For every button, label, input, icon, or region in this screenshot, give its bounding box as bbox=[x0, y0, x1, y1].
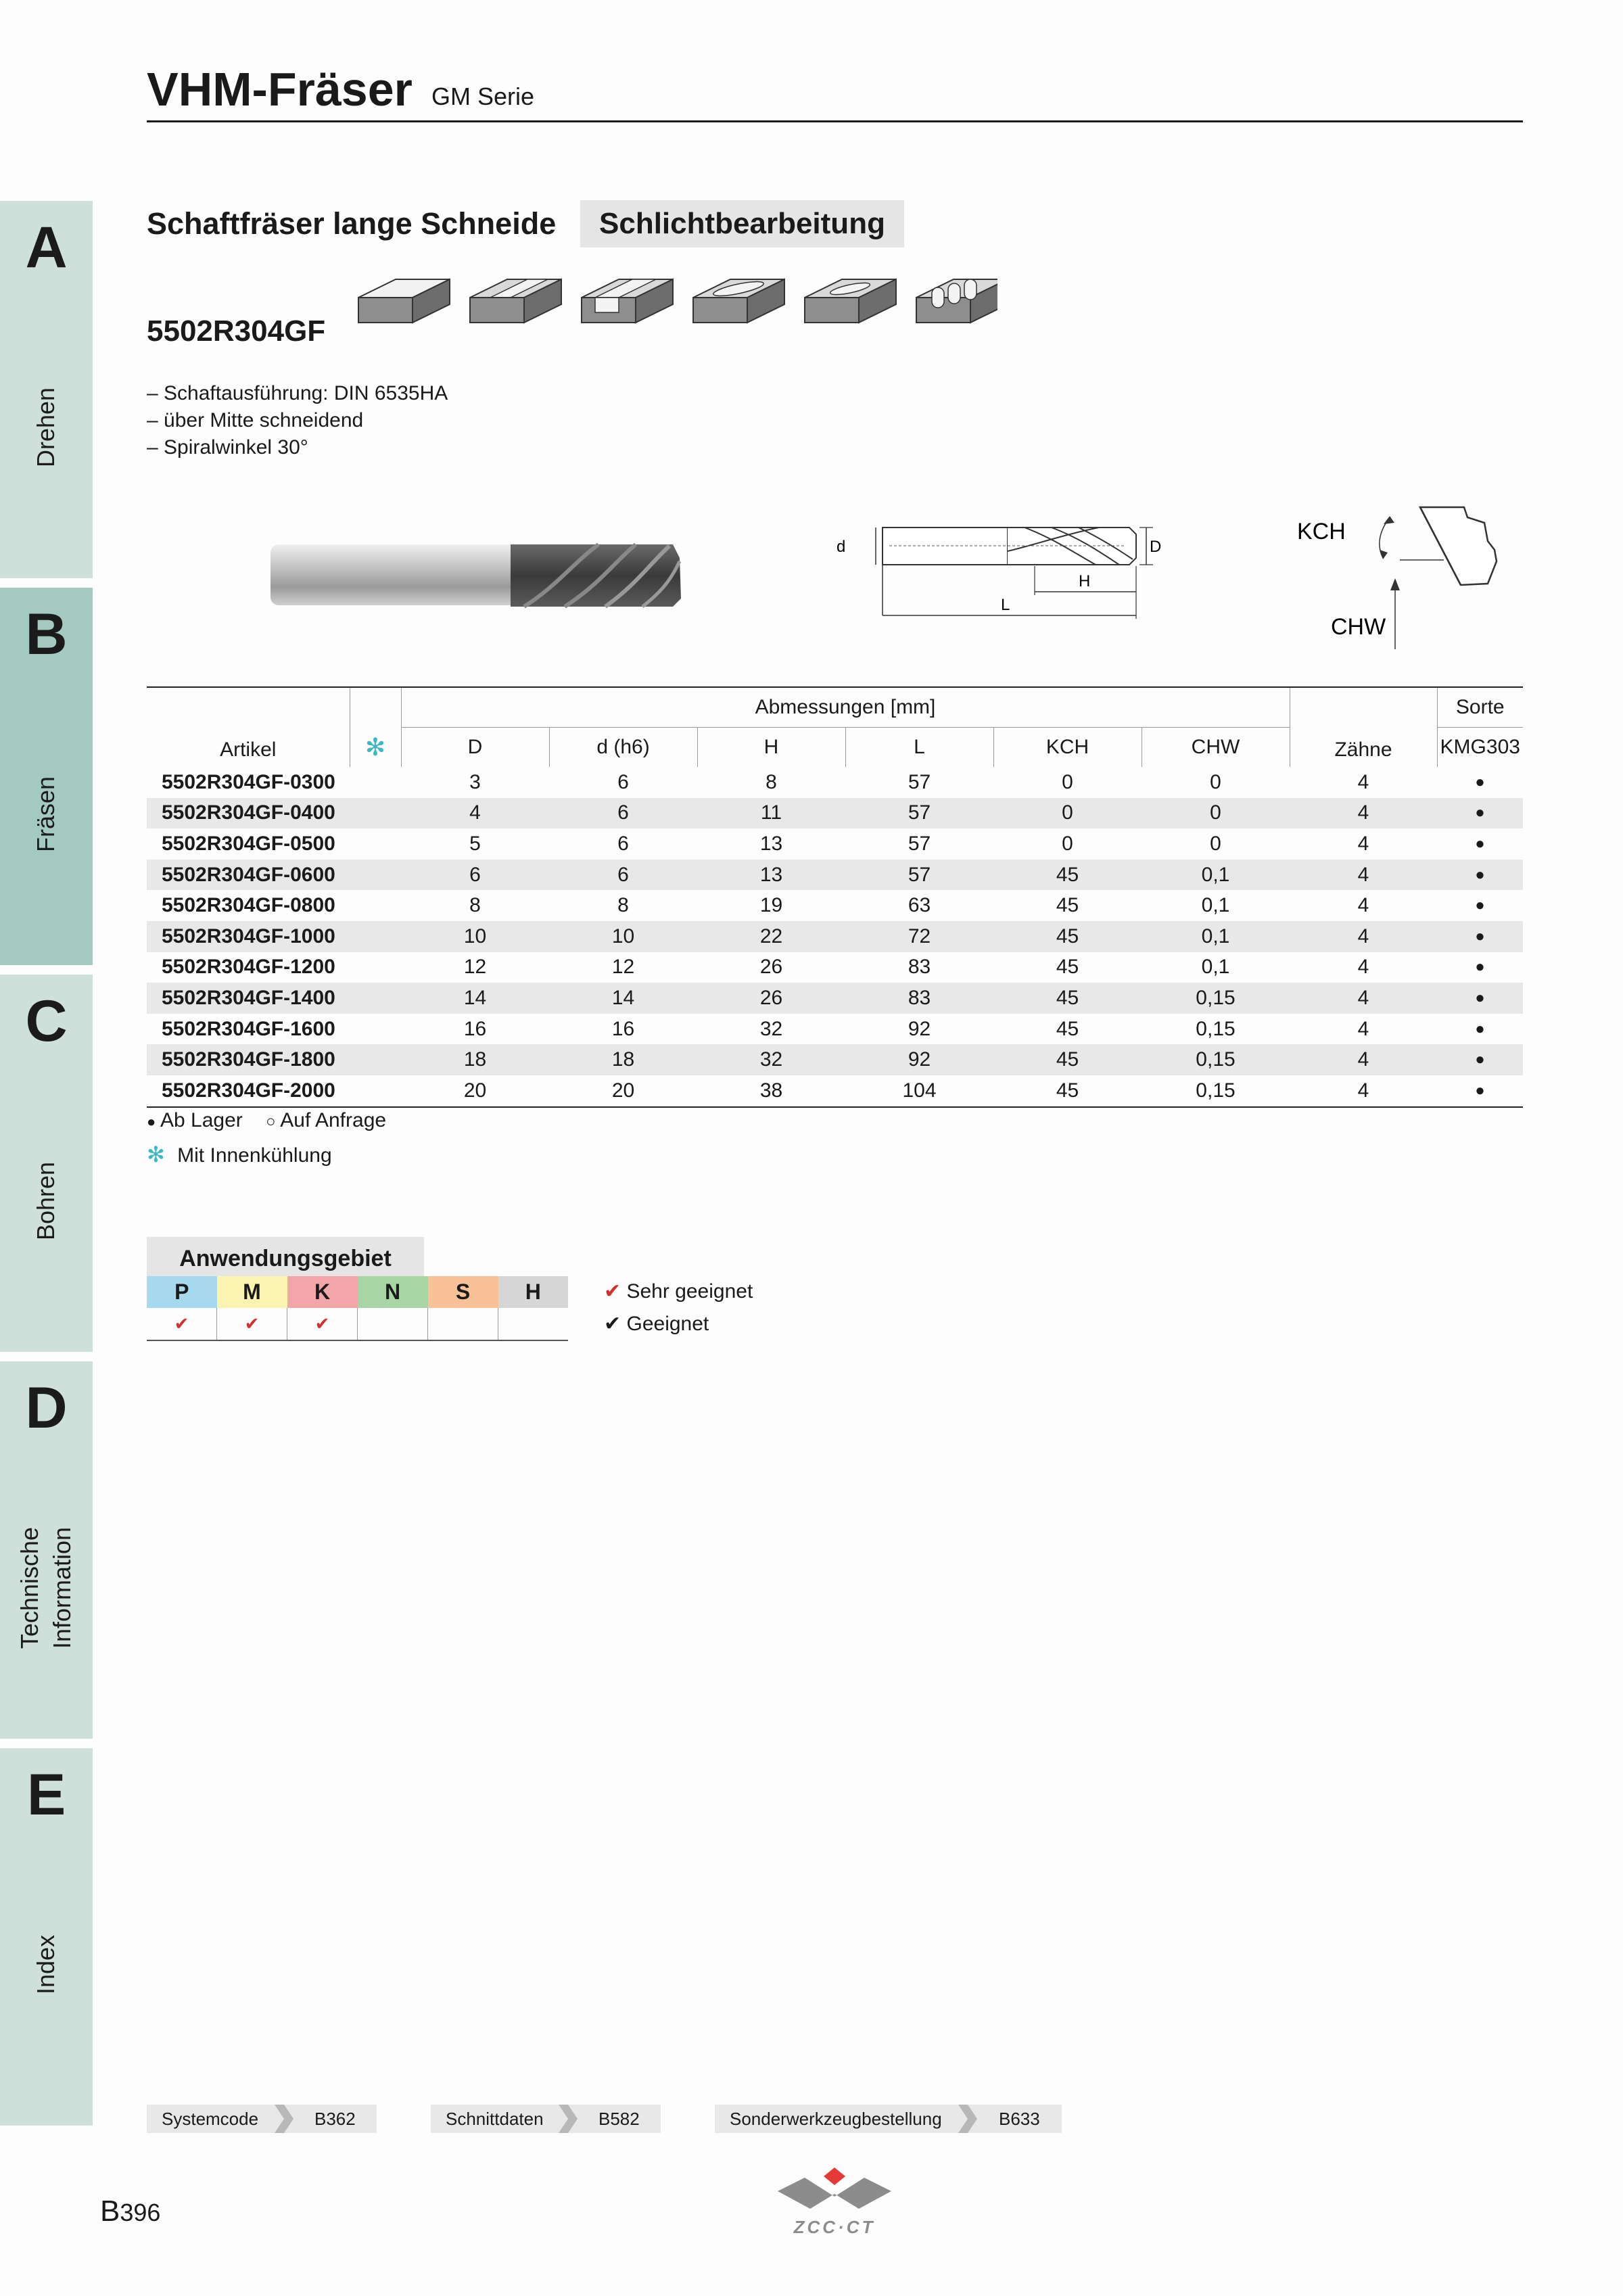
stock-cell: ● bbox=[1437, 1075, 1523, 1107]
chevron-right-icon bbox=[272, 2105, 296, 2133]
material-m: M bbox=[217, 1276, 287, 1308]
d-cell: 6 bbox=[549, 798, 697, 829]
stock-cell: ● bbox=[1437, 921, 1523, 952]
D-cell: 5 bbox=[469, 832, 481, 855]
L-cell: 72 bbox=[845, 921, 993, 952]
coolant-cell bbox=[350, 1044, 401, 1075]
H-cell: 13 bbox=[697, 860, 845, 891]
side-tab-e[interactable] bbox=[0, 1748, 93, 2126]
application-legend-suitable bbox=[604, 1312, 709, 1336]
coolant-icon: ✻ bbox=[350, 687, 401, 767]
d-cell: 10 bbox=[549, 921, 697, 952]
col-header-teeth: Zähne bbox=[1290, 687, 1437, 767]
slot-milling-icon bbox=[582, 279, 673, 323]
CHW-cell: 0,1 bbox=[1142, 921, 1290, 952]
suitability-mark bbox=[358, 1308, 428, 1340]
teeth-cell: 4 bbox=[1357, 832, 1369, 855]
chevron-right-icon bbox=[556, 2105, 580, 2133]
material-p: P bbox=[147, 1276, 217, 1308]
coolant-legend bbox=[147, 1142, 332, 1167]
teeth-cell: 4 bbox=[1290, 983, 1437, 1014]
suitability-mark bbox=[428, 1308, 498, 1340]
col-header-H: H bbox=[697, 728, 845, 768]
table-row bbox=[147, 1075, 1523, 1107]
ref-page: B633 bbox=[999, 2109, 1040, 2129]
stock-cell: ● bbox=[1437, 860, 1523, 891]
KCH-cell: 45 bbox=[993, 921, 1142, 952]
teeth-cell: 4 bbox=[1290, 1075, 1437, 1107]
CHW-cell: 0,1 bbox=[1201, 956, 1230, 979]
side-tab-letter: B bbox=[25, 602, 68, 667]
CHW-cell: 0 bbox=[1210, 770, 1221, 793]
coolant-cell bbox=[350, 921, 401, 952]
col-header-dimensions: Abmessungen [mm] bbox=[401, 687, 1290, 728]
application-icons bbox=[355, 267, 997, 348]
H-cell: 32 bbox=[697, 1044, 845, 1075]
col-header-grade-group: Sorte bbox=[1437, 687, 1523, 728]
article-cell: 5502R304GF-1000 bbox=[147, 921, 350, 952]
col-header-d-h6: d (h6) bbox=[549, 728, 697, 768]
table-row bbox=[147, 983, 1523, 1014]
coolant-cell bbox=[350, 1014, 401, 1045]
application-table bbox=[147, 1276, 568, 1341]
very-suitable-label: Sehr geeignet bbox=[626, 1280, 753, 1303]
side-tab-label-line1: Technische bbox=[16, 1526, 43, 1649]
ref-label: Sonderwerkzeugbestellung bbox=[730, 2109, 942, 2129]
section-title: Schaftfräser lange Schneide bbox=[147, 206, 557, 241]
stock-cell: ● bbox=[1475, 896, 1485, 915]
article-cell: 5502R304GF-0800 bbox=[162, 894, 335, 917]
H-cell: 26 bbox=[697, 983, 845, 1014]
col-header-CHW: CHW bbox=[1142, 728, 1290, 768]
chevron-right-icon bbox=[956, 2105, 980, 2133]
D-cell: 12 bbox=[463, 956, 487, 979]
header-rule bbox=[147, 120, 1523, 122]
ref-sonderwerkzeug[interactable] bbox=[715, 2105, 1062, 2133]
material-s: S bbox=[428, 1276, 498, 1308]
article-cell: 5502R304GF-0300 bbox=[162, 770, 335, 793]
KCH-cell: 45 bbox=[993, 860, 1142, 891]
D-cell: 20 bbox=[401, 1075, 549, 1107]
col-header-L: L bbox=[845, 728, 993, 768]
check-red-icon: ✔ bbox=[604, 1280, 621, 1303]
H-cell: 19 bbox=[759, 894, 783, 917]
D-cell: 3 bbox=[469, 770, 481, 793]
H-cell: 38 bbox=[697, 1075, 845, 1107]
ref-page: B582 bbox=[598, 2109, 640, 2129]
side-tab-label: Fräsen bbox=[32, 776, 60, 853]
feature-item: – Spiralwinkel 30° bbox=[147, 436, 308, 459]
coolant-cell bbox=[350, 828, 401, 860]
page-section-letter: B bbox=[100, 2195, 120, 2228]
side-tab-a[interactable] bbox=[0, 201, 93, 578]
CHW-cell: 0,15 bbox=[1142, 1075, 1290, 1107]
KCH-cell: 45 bbox=[993, 983, 1142, 1014]
coolant-cell bbox=[350, 798, 401, 829]
stock-legend bbox=[147, 1109, 386, 1132]
suitability-mark: ✔ bbox=[147, 1308, 217, 1340]
ref-schnittdaten[interactable] bbox=[431, 2105, 661, 2133]
CHW-cell: 0,15 bbox=[1196, 1017, 1236, 1040]
chamfer-detail-drawing bbox=[1285, 490, 1515, 656]
side-tab-b[interactable] bbox=[0, 588, 93, 965]
stock-label: Ab Lager bbox=[160, 1109, 243, 1131]
drawing-label-D: D bbox=[1150, 538, 1162, 556]
L-cell: 63 bbox=[908, 894, 931, 917]
KCH-cell: 0 bbox=[1062, 770, 1073, 793]
KCH-cell: 45 bbox=[1056, 1017, 1079, 1040]
L-cell: 57 bbox=[908, 832, 931, 855]
stock-cell: ● bbox=[1475, 834, 1485, 853]
side-tab-letter: D bbox=[25, 1376, 68, 1440]
face-milling-icon bbox=[358, 279, 450, 323]
pocket-milling-icon bbox=[693, 279, 784, 323]
teeth-cell: 4 bbox=[1357, 894, 1369, 917]
L-cell: 83 bbox=[845, 983, 993, 1014]
ref-systemcode[interactable] bbox=[147, 2105, 377, 2133]
page-number-value: 396 bbox=[120, 2199, 161, 2226]
L-cell: 57 bbox=[908, 770, 931, 793]
teeth-cell: 4 bbox=[1357, 770, 1369, 793]
H-cell: 8 bbox=[766, 770, 777, 793]
stock-cell: ● bbox=[1437, 1044, 1523, 1075]
shoulder-milling-icon bbox=[470, 279, 561, 323]
L-cell: 57 bbox=[845, 798, 993, 829]
ref-page: B362 bbox=[314, 2109, 356, 2129]
CHW-cell: 0,1 bbox=[1142, 860, 1290, 891]
suitability-mark: ✔ bbox=[287, 1308, 358, 1340]
drawing-label-d: d bbox=[837, 538, 846, 556]
article-cell: 5502R304GF-1600 bbox=[162, 1017, 335, 1040]
L-cell: 92 bbox=[845, 1044, 993, 1075]
KCH-cell: 0 bbox=[993, 798, 1142, 829]
article-cell: 5502R304GF-2000 bbox=[147, 1075, 350, 1107]
col-header-D: D bbox=[401, 728, 549, 768]
feature-item: – über Mitte schneidend bbox=[147, 409, 364, 431]
D-cell: 14 bbox=[401, 983, 549, 1014]
KCH-cell: 0 bbox=[1062, 832, 1073, 855]
col-header-grade: KMG303 bbox=[1437, 728, 1523, 768]
table-row bbox=[147, 860, 1523, 891]
side-tab-label-line2: Information bbox=[48, 1526, 76, 1649]
L-cell: 104 bbox=[845, 1075, 993, 1107]
col-header-article: Artikel bbox=[147, 687, 350, 767]
d-cell: 20 bbox=[549, 1075, 697, 1107]
suitability-mark: ✔ bbox=[217, 1308, 287, 1340]
suitability-mark bbox=[498, 1308, 569, 1340]
D-cell: 6 bbox=[401, 860, 549, 891]
D-cell: 18 bbox=[401, 1044, 549, 1075]
d-cell: 6 bbox=[617, 770, 629, 793]
stock-cell: ● bbox=[1437, 983, 1523, 1014]
article-cell: 5502R304GF-0600 bbox=[147, 860, 350, 891]
table-row bbox=[147, 798, 1523, 829]
L-cell: 83 bbox=[908, 956, 931, 979]
product-code: 5502R304GF bbox=[147, 314, 326, 348]
article-cell: 5502R304GF-0500 bbox=[162, 832, 335, 855]
teeth-cell: 4 bbox=[1357, 1017, 1369, 1040]
material-row bbox=[147, 1276, 568, 1308]
KCH-cell: 45 bbox=[993, 1044, 1142, 1075]
side-tab-label: Drehen bbox=[32, 387, 60, 468]
d-cell: 16 bbox=[611, 1017, 635, 1040]
drawing-label-H: H bbox=[1079, 572, 1091, 590]
L-cell: 57 bbox=[845, 860, 993, 891]
d-cell: 6 bbox=[549, 860, 697, 891]
article-table bbox=[147, 686, 1523, 1108]
stock-cell: ● bbox=[1475, 958, 1485, 977]
table-row bbox=[147, 1014, 1523, 1045]
check-black-icon: ✔ bbox=[604, 1313, 621, 1335]
drawing-label-kch: KCH bbox=[1297, 519, 1346, 544]
suitability-row bbox=[147, 1308, 568, 1340]
feature-list bbox=[147, 380, 448, 461]
end-mill-image bbox=[267, 531, 686, 619]
teeth-cell: 4 bbox=[1357, 956, 1369, 979]
stock-cell: ● bbox=[1437, 798, 1523, 829]
material-h: H bbox=[498, 1276, 569, 1308]
KCH-cell: 45 bbox=[1056, 894, 1079, 917]
d-cell: 12 bbox=[611, 956, 635, 979]
table-row bbox=[147, 952, 1523, 983]
d-cell: 14 bbox=[549, 983, 697, 1014]
side-tab-label: Bohren bbox=[32, 1161, 60, 1241]
coolant-cell bbox=[350, 890, 401, 921]
L-cell: 92 bbox=[908, 1017, 931, 1040]
teeth-cell: 4 bbox=[1290, 921, 1437, 952]
H-cell: 26 bbox=[759, 956, 783, 979]
CHW-cell: 0 bbox=[1142, 798, 1290, 829]
stock-cell: ● bbox=[1475, 1019, 1485, 1038]
D-cell: 16 bbox=[463, 1017, 487, 1040]
drawing-label-L: L bbox=[1001, 596, 1010, 614]
d-cell: 18 bbox=[549, 1044, 697, 1075]
material-k: K bbox=[287, 1276, 358, 1308]
application-title: Anwendungsgebiet bbox=[147, 1237, 424, 1276]
table-row bbox=[147, 890, 1523, 921]
coolant-cell bbox=[350, 767, 401, 798]
H-cell: 22 bbox=[697, 921, 845, 952]
coolant-cell bbox=[350, 860, 401, 891]
coolant-cell bbox=[350, 952, 401, 983]
D-cell: 10 bbox=[401, 921, 549, 952]
table-row bbox=[147, 828, 1523, 860]
machining-chip: Schlichtbearbeitung bbox=[580, 200, 904, 248]
coolant-icon: ✻ bbox=[147, 1142, 165, 1167]
coolant-cell bbox=[350, 983, 401, 1014]
side-tab-letter: C bbox=[25, 989, 68, 1054]
company-logo bbox=[778, 2164, 891, 2239]
d-cell: 6 bbox=[617, 832, 629, 855]
H-cell: 32 bbox=[759, 1017, 783, 1040]
teeth-cell: 4 bbox=[1290, 798, 1437, 829]
on-request-icon: ○ bbox=[266, 1112, 276, 1131]
D-cell: 8 bbox=[469, 894, 481, 917]
suitable-label: Geeignet bbox=[626, 1313, 709, 1335]
article-cell: 5502R304GF-1800 bbox=[147, 1044, 350, 1075]
side-tab-letter: E bbox=[26, 1762, 66, 1827]
side-tab-letter: A bbox=[25, 215, 68, 280]
page-title: VHM-Fräser bbox=[147, 63, 413, 116]
drawing-label-chw: CHW bbox=[1331, 614, 1386, 640]
H-cell: 11 bbox=[697, 798, 845, 829]
D-cell: 4 bbox=[401, 798, 549, 829]
material-n: N bbox=[358, 1276, 428, 1308]
table-row bbox=[147, 767, 1523, 798]
application-legend-very bbox=[604, 1280, 753, 1303]
ref-label: Schnittdaten bbox=[446, 2109, 544, 2129]
d-cell: 8 bbox=[617, 894, 629, 917]
ref-label: Systemcode bbox=[162, 2109, 259, 2129]
CHW-cell: 0,15 bbox=[1142, 983, 1290, 1014]
article-cell: 5502R304GF-1200 bbox=[162, 956, 335, 979]
logo-text: ZCC·CT bbox=[793, 2217, 876, 2237]
article-cell: 5502R304GF-1400 bbox=[147, 983, 350, 1014]
plunge-milling-icon bbox=[916, 279, 997, 323]
CHW-cell: 0,1 bbox=[1201, 894, 1230, 917]
CHW-cell: 0 bbox=[1210, 832, 1221, 855]
article-cell: 5502R304GF-0400 bbox=[147, 798, 350, 829]
ramping-icon bbox=[805, 279, 896, 323]
teeth-cell: 4 bbox=[1290, 860, 1437, 891]
stock-icon: ● bbox=[147, 1113, 156, 1130]
table-row bbox=[147, 1044, 1523, 1075]
side-tab-label bbox=[14, 1527, 78, 1649]
feature-item: – Schaftausführung: DIN 6535HA bbox=[147, 382, 448, 404]
col-header-KCH: KCH bbox=[993, 728, 1142, 768]
on-request-label: Auf Anfrage bbox=[280, 1109, 387, 1131]
CHW-cell: 0,15 bbox=[1142, 1044, 1290, 1075]
coolant-label: Mit Innenkühlung bbox=[177, 1144, 332, 1167]
table-row bbox=[147, 921, 1523, 952]
page-subtitle: GM Serie bbox=[431, 83, 535, 110]
H-cell: 13 bbox=[759, 832, 783, 855]
side-tab-c[interactable] bbox=[0, 975, 93, 1352]
page-number bbox=[100, 2195, 160, 2228]
KCH-cell: 45 bbox=[993, 1075, 1142, 1107]
logo-mark bbox=[778, 2164, 891, 2211]
dimension-drawing bbox=[828, 511, 1180, 629]
article-table-body bbox=[147, 767, 1523, 1107]
side-tab-d[interactable] bbox=[0, 1361, 93, 1739]
coolant-cell bbox=[350, 1075, 401, 1107]
stock-cell: ● bbox=[1475, 772, 1485, 791]
side-tab-label: Index bbox=[32, 1934, 60, 1995]
teeth-cell: 4 bbox=[1290, 1044, 1437, 1075]
KCH-cell: 45 bbox=[1056, 956, 1079, 979]
